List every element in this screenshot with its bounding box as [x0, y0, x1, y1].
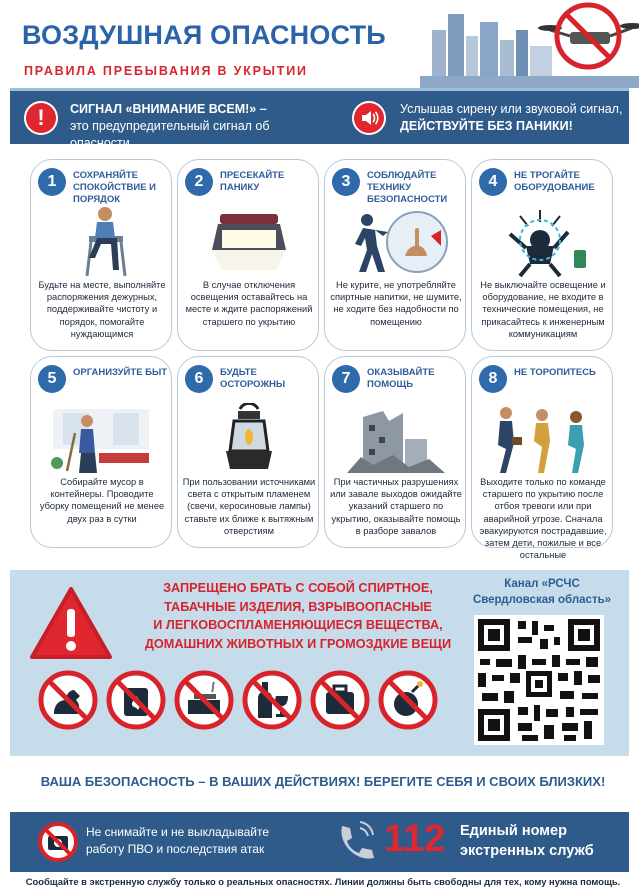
ceiling-lamp-icon [196, 206, 302, 278]
rule-card-8 [471, 356, 613, 561]
footer-note: Сообщайте в экстренную службу только о реальных опасностях. Линии должны быть свободны для тех, кому нужна помощь. [25, 876, 621, 887]
pet-ban-icon [38, 670, 98, 730]
rule-description: При пользовании источниками света с открытым пламенем (свечи, керосиновые лампы) ставьте их ближе к вытяжным отверстиям [182, 477, 316, 536]
rule-title: НЕ ТОРОПИТЕСЬ [514, 367, 596, 378]
rule-description: При частичных разрушениях или завале выходов ожидайте указаний старшего по укрытию, оказывайте помощь в разборе завалов [330, 477, 462, 536]
rule-number: 3 [332, 168, 360, 196]
emergency-number: 112 [384, 818, 446, 860]
rule-number: 6 [185, 365, 213, 393]
page-subtitle: ПРАВИЛА ПРЕБЫВАНИЯ В УКРЫТИИ [24, 64, 308, 78]
rule-title: БУДЬТЕ ОСТОРОЖНЫ [220, 367, 286, 390]
seated-person-icon [49, 206, 155, 278]
rule-description: Не выключайте освещение и оборудование, не входите в технические помещения, не прикасайтесь к инженерным коммуникациям [480, 280, 606, 339]
rule-title: СОХРАНЯЙТЕ СПОКОЙСТВИЕ И ПОРЯДОК [73, 170, 157, 205]
warning-triangle-icon [28, 585, 114, 661]
bomb-ban-icon [378, 670, 438, 730]
walking-silence-icon [343, 206, 449, 278]
rule-number: 4 [479, 168, 507, 196]
rule-card-6 [177, 356, 319, 548]
rule-number: 7 [332, 365, 360, 393]
rule-description: Не курите, не употребляйте спиртные напитки, не шумите, не ходите без надобности по помещению [330, 280, 462, 327]
signal-description: это предупредительный сигнал об опасности [70, 119, 270, 150]
rule-number: 5 [38, 365, 66, 393]
rule-description: Собирайте мусор в контейнеры. Проводите уборку помещений не менее двух раз в сутки [39, 477, 165, 524]
cleaning-person-icon [49, 403, 155, 475]
phone-call-icon [332, 820, 376, 864]
rule-description: Будьте на месте, выполняйте распоряжения дежурных, поддерживайте чистоту и порядок, помогайте нуждающимся [38, 280, 166, 339]
rule-card-4 [471, 159, 613, 351]
no-posting-line1: Не снимайте и не выкладывайте [86, 825, 270, 839]
rule-card-1 [30, 159, 172, 351]
rule-title: ПРЕСЕКАЙТЕ ПАНИКУ [220, 170, 285, 193]
rule-card-3 [324, 159, 466, 351]
emergency-label-line1: Единый номер [460, 823, 567, 839]
rule-title: СОБЛЮДАЙТЕ ТЕХНИКУ БЕЗОПАСНОСТИ [367, 170, 448, 205]
exclamation-icon: ! [24, 101, 58, 135]
no-camera-icon [38, 822, 78, 862]
rule-title: ОКАЗЫВАЙТЕ ПОМОЩЬ [367, 367, 435, 390]
rule-description: Выходите только по команде старшего по укрытию после отбоя тревоги или при аварийной угрозе. Сначала эвакуируются пострадавшие, затем дети, пожилые и все остальные [479, 477, 607, 561]
siren-instruction: Услышав сирену или звуковой сигнал, [400, 102, 623, 116]
electric-shock-icon [490, 206, 596, 278]
rule-card-5 [30, 356, 172, 548]
rule-number: 2 [185, 168, 213, 196]
rule-card-7 [324, 356, 466, 548]
evacuating-people-icon [490, 403, 596, 475]
luggage-ban-icon [310, 670, 370, 730]
rule-title: НЕ ТРОГАЙТЕ ОБОРУДОВАНИЕ [514, 170, 595, 193]
alcohol-ban-icon [242, 670, 302, 730]
city-drone-illustration [420, 0, 639, 88]
safety-motto: ВАША БЕЗОПАСНОСТЬ – В ВАШИХ ДЕЙСТВИЯХ! БЕРЕГИТЕ СЕБЯ И СВОИХ БЛИЗКИХ! [40, 774, 606, 789]
flammable-ban-icon [106, 670, 166, 730]
rule-card-2 [177, 159, 319, 351]
rule-number: 8 [479, 365, 507, 393]
rule-number: 1 [38, 168, 66, 196]
forbidden-items-text: ЗАПРЕЩЕНО БРАТЬ С СОБОЙ СПИРТНОЕ, ТАБАЧНЫЕ ИЗДЕЛИЯ, ВЗРЫВООПАСНЫЕ И ЛЕГКОВОСПЛАМЕНЯЮЩИЕСЯ ВЕЩЕСТВА, ДОМАШНИХ ЖИВОТНЫХ И ГРОМОЗДКИЕ ВЕЩИ [144, 581, 452, 652]
siren-speaker-icon [352, 101, 386, 135]
tobacco-ban-icon [174, 670, 234, 730]
emergency-label-line2: экстренных служб [460, 843, 594, 859]
no-posting-line2: работу ПВО и последствия атак [86, 842, 265, 856]
rule-description: В случае отключения освещения оставайтесь на месте и ждите распоряжений старшего по укрытию [185, 280, 313, 327]
bottom-bar [10, 812, 629, 872]
qr-code-icon[interactable] [474, 615, 604, 745]
signal-title: СИГНАЛ «ВНИМАНИЕ ВСЕМ!» – [70, 102, 267, 116]
page-title: ВОЗДУШНАЯ ОПАСНОСТЬ [22, 20, 386, 50]
signal-bar [10, 88, 629, 150]
destroyed-building-icon [343, 403, 449, 475]
kerosene-lamp-icon [196, 403, 302, 475]
no-panic-instruction: ДЕЙСТВУЙТЕ БЕЗ ПАНИКИ! [400, 119, 573, 133]
channel-title: Канал «РСЧС Свердловская область» [472, 578, 612, 606]
rule-title: ОРГАНИЗУЙТЕ БЫТ [73, 367, 168, 378]
